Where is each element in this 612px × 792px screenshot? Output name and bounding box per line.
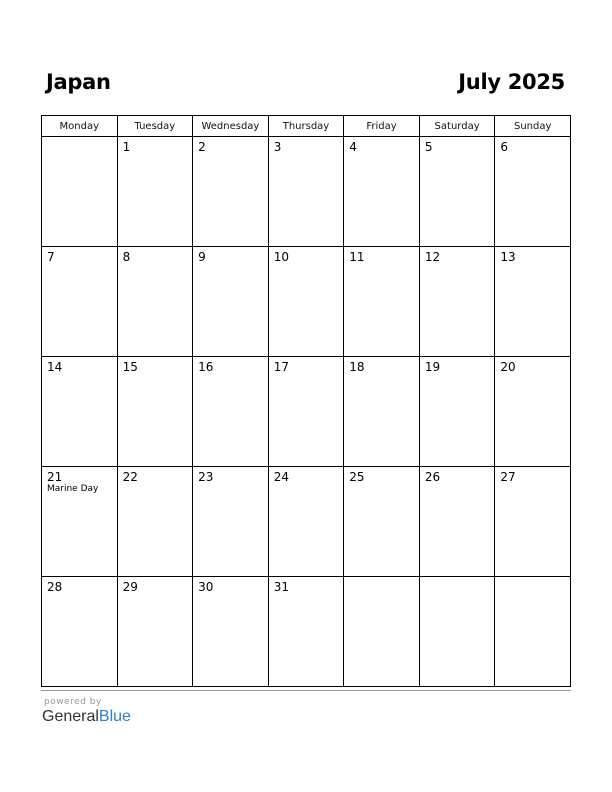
week-row — [42, 247, 571, 357]
day-number: 27 — [500, 470, 516, 484]
weekday-header: Thursday — [268, 116, 344, 137]
day-number — [344, 577, 419, 580]
day-cell — [344, 467, 420, 577]
day-number: 25 — [349, 470, 365, 484]
day-cell — [268, 467, 344, 577]
day-number: 7 — [47, 250, 55, 264]
day-number: 20 — [500, 360, 516, 374]
day-cell — [495, 137, 571, 247]
weekday-header: Tuesday — [117, 116, 193, 137]
day-cell — [419, 137, 495, 247]
day-cell — [42, 247, 118, 357]
day-number: 15 — [122, 360, 138, 374]
day-cell — [419, 357, 495, 467]
week-row — [42, 357, 571, 467]
day-cell — [193, 137, 269, 247]
day-number: 31 — [273, 580, 289, 594]
day-cell — [193, 467, 269, 577]
day-cell — [117, 467, 193, 577]
month-year-title: July 2025 — [458, 70, 565, 94]
day-cell — [42, 467, 118, 577]
day-number: 24 — [273, 470, 289, 484]
brand-name-part1: General — [42, 708, 99, 725]
day-number: 18 — [349, 360, 365, 374]
day-cell — [117, 137, 193, 247]
day-cell — [495, 357, 571, 467]
day-cell — [495, 247, 571, 357]
week-row — [42, 467, 571, 577]
day-number: 6 — [500, 140, 509, 154]
day-cell — [344, 357, 420, 467]
day-cell — [268, 357, 344, 467]
day-number — [495, 577, 570, 580]
day-cell — [495, 467, 571, 577]
day-number: 22 — [122, 470, 138, 484]
day-number: 3 — [273, 140, 282, 154]
day-number: 17 — [273, 360, 289, 374]
day-cell — [117, 247, 193, 357]
day-cell — [344, 247, 420, 357]
calendar-grid — [41, 115, 571, 687]
day-number: 30 — [198, 580, 214, 594]
week-row — [42, 577, 571, 687]
weekday-header: Friday — [344, 116, 420, 137]
day-cell — [268, 247, 344, 357]
day-cell — [42, 137, 118, 247]
day-number: 29 — [122, 580, 138, 594]
day-number: 26 — [424, 470, 441, 484]
day-number: 8 — [122, 250, 131, 264]
day-number: 9 — [198, 250, 206, 264]
day-cell — [193, 577, 269, 687]
day-number: 2 — [198, 140, 206, 154]
brand-name-part2: Blue — [98, 708, 131, 725]
day-number: 14 — [47, 360, 63, 374]
day-number: 19 — [424, 360, 441, 374]
day-number — [42, 137, 117, 140]
week-row — [42, 137, 571, 247]
day-cell — [344, 577, 420, 687]
day-cell — [344, 137, 420, 247]
day-number: 16 — [198, 360, 214, 374]
day-number: 5 — [424, 140, 433, 154]
day-number: 4 — [349, 140, 357, 154]
day-number: 28 — [47, 580, 63, 594]
day-cell — [42, 577, 118, 687]
generalblue-logo[interactable] — [42, 708, 131, 726]
day-cell — [268, 577, 344, 687]
day-cell — [193, 247, 269, 357]
weekday-header: Saturday — [419, 116, 495, 137]
day-cell — [42, 357, 118, 467]
day-number: 21 — [47, 470, 63, 484]
day-cell — [419, 577, 495, 687]
day-number: 23 — [198, 470, 214, 484]
weekday-header: Wednesday — [193, 116, 269, 137]
day-cell — [419, 467, 495, 577]
day-cell — [117, 577, 193, 687]
day-number: 13 — [500, 250, 516, 264]
weekday-header: Monday — [42, 116, 118, 137]
country-title: Japan — [46, 70, 111, 94]
day-cell — [193, 357, 269, 467]
day-number: 10 — [273, 250, 289, 264]
day-cell — [419, 247, 495, 357]
day-number: 12 — [424, 250, 441, 264]
powered-by-text: powered by — [44, 697, 102, 707]
day-cell — [495, 577, 571, 687]
day-number: 11 — [349, 250, 365, 264]
day-number — [420, 577, 495, 580]
day-cell — [268, 137, 344, 247]
holiday-label: Marine Day — [47, 484, 99, 494]
weekday-header: Sunday — [495, 116, 571, 137]
footer-divider — [41, 690, 571, 691]
weekday-header-row — [42, 116, 571, 137]
day-number: 1 — [122, 140, 131, 154]
day-cell — [117, 357, 193, 467]
